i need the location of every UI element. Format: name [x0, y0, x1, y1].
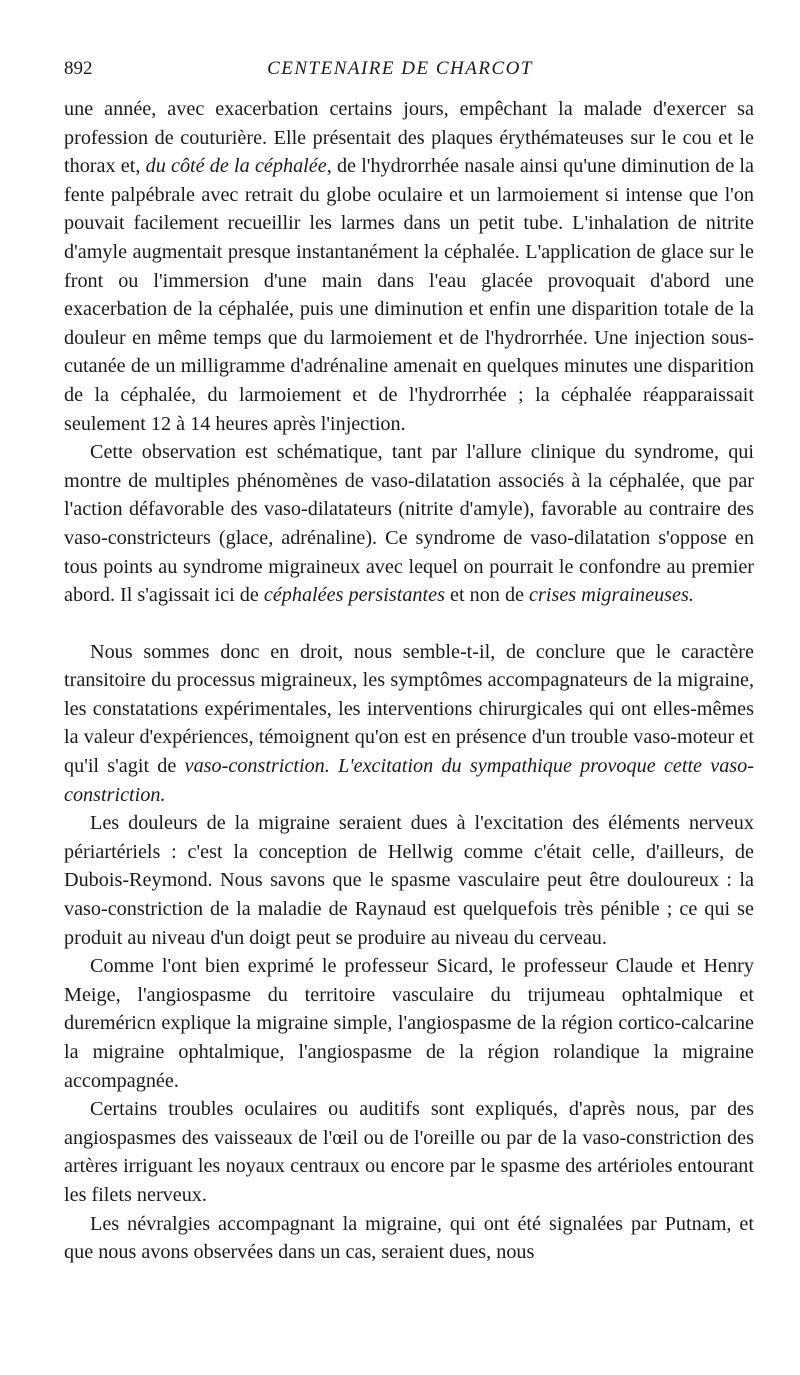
- paragraph-4: Les douleurs de la migraine seraient dues à l'excitation des éléments nerveux périartériels : c'est la conception de Hellwig comme c'était celle, d'ailleurs, de Dubois-Reymond. Nous savons que le spasme vasculaire peut être douloureux : la vaso-constriction de la maladie de Raynaud est quelquefois très pénible ; ce qui se produit au niveau d'un doigt peut se produire au niveau du cerveau.: [64, 812, 754, 949]
- running-title: CENTENAIRE DE CHARCOT: [267, 58, 533, 79]
- emphasis: vaso-constriction. L'excitation du sympathique provoque cette vaso-constriction.: [64, 755, 754, 806]
- page-number: 892: [64, 58, 93, 79]
- paragraph-6: Certains troubles oculaires ou auditifs sont expliqués, d'après nous, par des angiospasmes des vaisseaux de l'œil ou de l'oreille ou par de la vaso-constriction des artères irriguant les noyaux centraux ou encore par le spasme des artérioles entourant les filets nerveux.: [64, 1098, 754, 1206]
- paragraph-2: Cette observation est schématique, tant par l'allure clinique du syndrome, qui montre de multiples phénomènes de vaso-dilatation associés à la céphalée, que par l'action défavorable des vaso-dilatateurs (nitrite d'amyle), favorable au contraire des vaso-constricteurs (glace, adrénaline). Ce syndrome de vaso-dilatation s'oppose en tous points au syndrome migraineux avec lequel on pourrait le confondre au premier abord. Il s'agissait ici de céphalées persistantes et non de crises migraineuses.: [64, 441, 754, 607]
- paragraph-1: une année, avec exacerbation certains jours, empêchant la malade d'exercer sa profession de couturière. Elle présentait des plaques érythémateuses sur le cou et le thorax et, du côté de la céphalée, de l'hydrorrhée nasale ainsi qu'une diminution de la fente palpébrale avec retrait du globe oculaire et un larmoiement si intense que l'on pouvait facilement recueillir les larmes dans un petit tube. L'inhalation de nitrite d'amyle augmentait presque instantanément la céphalée. L'application de glace sur le front ou l'immersion d'une main dans l'eau glacée provoquait d'abord une exacerbation de la céphalée, puis une diminution et enfin une disparition totale de la douleur en même temps que du larmoiement et de l'hydrorrhée. Une injection sous-cutanée de un milligramme d'adrénaline amenait en quelques minutes une disparition de la céphalée, du larmoiement et de l'hydrorrhée ; la céphalée réapparaissait seulement 12 à 14 heures après l'injection.: [64, 98, 754, 435]
- paragraph-7: Les névralgies accompagnant la migraine, qui ont été signalées par Putnam, et que nous avons observées dans un cas, seraient dues, nous: [64, 1212, 754, 1264]
- emphasis: crises migraineuses.: [529, 584, 694, 607]
- paragraph-5: Comme l'ont bien exprimé le professeur Sicard, le professeur Claude et Henry Meige, l'angiospasme du territoire vasculaire du trijumeau ophtalmique et dureméricn explique la migraine simple, l'angiospasme de la région cortico-calcarine la migraine ophtalmique, l'angiospasme de la région rolandique la migraine accompagnée.: [64, 955, 754, 1092]
- emphasis: du côté de la céphalée: [145, 155, 327, 178]
- body-text: [64, 95, 754, 1267]
- paragraph-3: Nous sommes donc en droit, nous semble-t-il, de conclure que le caractère transitoire du processus migraineux, les symptômes accompagnateurs de la migraine, les constatations expérimentales, les interventions chirurgicales qui ont elles-mêmes la valeur d'expériences, témoignent qu'on est en présence d'un trouble vaso-moteur et qu'il s'agit de vaso-constriction. L'excitation du sympathique provoque cette vaso-constriction.: [64, 640, 754, 806]
- emphasis: céphalées persistantes: [263, 584, 445, 607]
- page-header: [64, 58, 736, 84]
